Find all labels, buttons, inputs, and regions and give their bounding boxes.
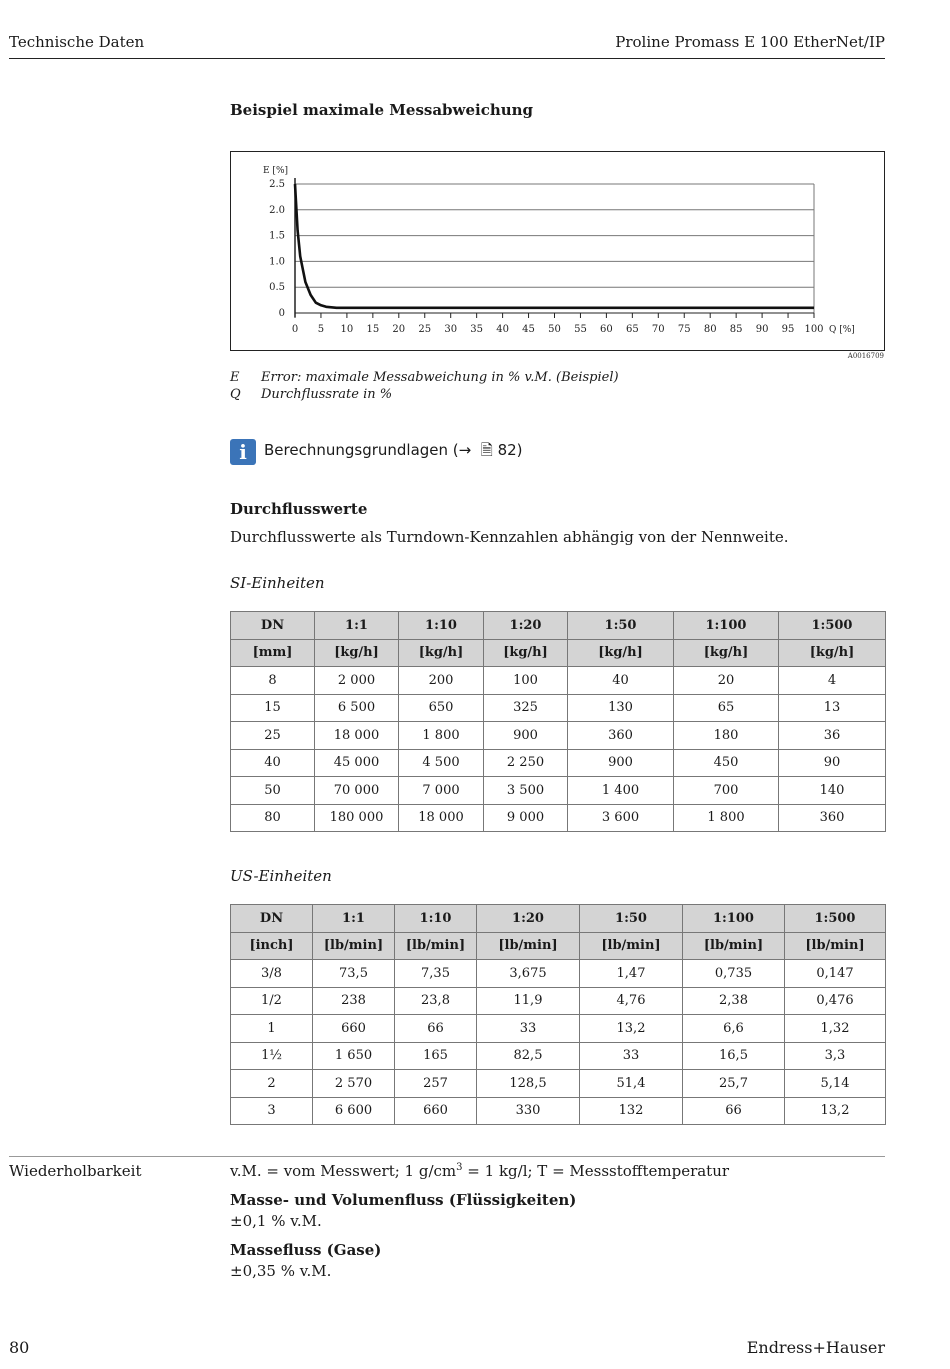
table-cell: DN (231, 612, 315, 640)
table-cell: 33 (477, 1015, 580, 1043)
table-cell: 360 (779, 804, 886, 832)
table-row (231, 987, 886, 1015)
table-cell: 1 800 (674, 804, 779, 832)
note-text: v.M. = vom Messwert; 1 g/cm (230, 1162, 457, 1180)
table-cell: 80 (231, 804, 315, 832)
table-row (231, 749, 886, 777)
liquid-title: Masse- und Volumenfluss (Flüssigkeiten) (230, 1191, 577, 1209)
note-superscript: 3 (456, 1162, 463, 1173)
x-tick-label: 90 (755, 324, 769, 335)
repeatability-label: Wiederholbarkeit (9, 1162, 142, 1180)
table-cell: 13 (779, 694, 886, 722)
liquid-value: ±0,1 % v.M. (230, 1212, 322, 1230)
table-row (231, 777, 886, 805)
x-tick-label: 80 (703, 324, 717, 335)
table-cell: 1:1 (313, 905, 395, 933)
table-cell: [kg/h] (484, 639, 568, 667)
us-flow-table (230, 904, 886, 1125)
legend-key: E (230, 370, 240, 385)
x-tick-label: 75 (677, 324, 691, 335)
x-tick-label: 45 (522, 324, 535, 335)
table-cell: 330 (477, 1097, 580, 1125)
table-cell: 4,76 (580, 987, 683, 1015)
x-tick-label: 85 (729, 324, 743, 335)
table-cell: 9 000 (484, 804, 568, 832)
table-cell: 2,38 (683, 987, 785, 1015)
table-cell: 36 (779, 722, 886, 750)
table-cell: 16,5 (683, 1042, 785, 1070)
table-cell: 13,2 (580, 1015, 683, 1043)
table-cell: 40 (231, 749, 315, 777)
y-tick-label: 1.0 (269, 256, 285, 268)
error-curve (295, 184, 814, 308)
table-cell: 3 600 (568, 804, 674, 832)
table-cell: 660 (395, 1097, 477, 1125)
error-chart (231, 152, 884, 350)
table-row (231, 1042, 886, 1070)
table-cell: 25 (231, 722, 315, 750)
table-row (231, 694, 886, 722)
table-row (231, 667, 886, 695)
table-cell: 7,35 (395, 960, 477, 988)
x-tick-label: 55 (574, 324, 587, 335)
table-cell: 73,5 (313, 960, 395, 988)
table-cell: [inch] (231, 932, 313, 960)
table-cell: 360 (568, 722, 674, 750)
legend-text: Error: maximale Messabweichung in % v.M. (Beispiel) (261, 370, 619, 385)
header-rule (9, 58, 885, 59)
x-tick-label: 95 (781, 324, 795, 335)
table-cell: 51,4 (580, 1070, 683, 1098)
table-cell: 33 (580, 1042, 683, 1070)
table-cell: 18 000 (315, 722, 399, 750)
table-row (231, 932, 886, 960)
page-number: 80 (9, 1338, 30, 1357)
table-cell: 140 (779, 777, 886, 805)
table-cell: [kg/h] (315, 639, 399, 667)
table-row (231, 1015, 886, 1043)
table-cell: 0,476 (785, 987, 886, 1015)
table-row (231, 639, 886, 667)
table-cell: 1 (231, 1015, 313, 1043)
y-tick-label: 0 (278, 308, 285, 319)
table-cell: 3/8 (231, 960, 313, 988)
table-cell: 650 (399, 694, 484, 722)
running-header-product: Proline Promass E 100 EtherNet/IP (615, 33, 885, 51)
table-cell: 1 800 (399, 722, 484, 750)
table-cell: 2 000 (315, 667, 399, 695)
y-tick-label: 2.0 (269, 204, 285, 216)
x-tick-label: 30 (444, 324, 458, 335)
x-tick-label: 60 (600, 324, 613, 335)
x-tick-label: 5 (317, 324, 325, 335)
table-cell: 1:20 (477, 905, 580, 933)
y-axis-label: E [%] (263, 166, 289, 176)
x-tick-label: 50 (548, 324, 561, 335)
repeatability-note (230, 1162, 729, 1180)
table-cell: 40 (568, 667, 674, 695)
table-cell: 325 (484, 694, 568, 722)
table-cell: 90 (779, 749, 886, 777)
table-cell: 1:10 (399, 612, 484, 640)
calc-basis-link[interactable]: Berechnungsgrundlagen (→ 🗎 82) (264, 441, 523, 459)
table-cell: 1,47 (580, 960, 683, 988)
legend-text: Durchflussrate in % (261, 387, 393, 402)
table-cell: 0,735 (683, 960, 785, 988)
x-tick-label: 10 (340, 324, 354, 335)
table-cell: DN (231, 905, 313, 933)
y-tick-label: 0.5 (269, 282, 285, 294)
table-cell: 200 (399, 667, 484, 695)
table-cell: 1:1 (315, 612, 399, 640)
table-cell: [kg/h] (674, 639, 779, 667)
running-header-section: Technische Daten (9, 33, 145, 51)
table-cell: 45 000 (315, 749, 399, 777)
gas-value: ±0,35 % v.M. (230, 1262, 332, 1280)
table-cell: 180 000 (315, 804, 399, 832)
table-cell: 66 (395, 1015, 477, 1043)
table-cell: 1/2 (231, 987, 313, 1015)
x-tick-label: 20 (392, 324, 406, 335)
table-cell: [lb/min] (683, 932, 785, 960)
table-cell: 257 (395, 1070, 477, 1098)
table-cell: 1:10 (395, 905, 477, 933)
x-tick-label: 65 (625, 324, 639, 335)
table-cell: 25,7 (683, 1070, 785, 1098)
table-cell: 700 (674, 777, 779, 805)
table-cell: 132 (580, 1097, 683, 1125)
y-tick-label: 2.5 (269, 179, 285, 190)
table-cell: 165 (395, 1042, 477, 1070)
x-tick-label: 25 (418, 324, 432, 335)
brand-name: Endress+Hauser (746, 1338, 885, 1357)
figure-code: A0016709 (847, 352, 884, 360)
legend-item-q (230, 387, 392, 402)
table-cell: 130 (568, 694, 674, 722)
table-cell: 70 000 (315, 777, 399, 805)
table-cell: 5,14 (785, 1070, 886, 1098)
table-cell: [lb/min] (395, 932, 477, 960)
table-cell: 4 (779, 667, 886, 695)
table-cell: 1:500 (779, 612, 886, 640)
table-cell: 128,5 (477, 1070, 580, 1098)
flow-description: Durchflusswerte als Turndown-Kennzahlen abhängig von der Nennweite. (230, 528, 789, 546)
table-cell: 1:100 (674, 612, 779, 640)
info-icon: i (230, 439, 256, 465)
x-tick-label: 0 (291, 324, 299, 335)
legend-key: Q (230, 387, 241, 402)
si-flow-table (230, 611, 886, 832)
note-text-rest: = 1 kg/l; T = Messstofftemperatur (462, 1162, 730, 1180)
x-tick-label: 40 (496, 324, 509, 335)
table-cell: 66 (683, 1097, 785, 1125)
table-cell: 82,5 (477, 1042, 580, 1070)
table-cell: 50 (231, 777, 315, 805)
table-cell: 15 (231, 694, 315, 722)
y-tick-label: 1.5 (269, 230, 285, 242)
table-cell: 65 (674, 694, 779, 722)
x-tick-label: 70 (651, 324, 665, 335)
x-tick-label: 15 (366, 324, 380, 335)
table-row (231, 804, 886, 832)
table-cell: 1:50 (568, 612, 674, 640)
table-cell: 660 (313, 1015, 395, 1043)
table-cell: 1:100 (683, 905, 785, 933)
table-cell: 8 (231, 667, 315, 695)
table-cell: 7 000 (399, 777, 484, 805)
section-divider (9, 1156, 885, 1157)
table-cell: 900 (484, 722, 568, 750)
table-cell: 13,2 (785, 1097, 886, 1125)
x-tick-label: 35 (470, 324, 484, 335)
table-cell: 23,8 (395, 987, 477, 1015)
table-cell: 1½ (231, 1042, 313, 1070)
table-cell: 6,6 (683, 1015, 785, 1043)
table-cell: 3,675 (477, 960, 580, 988)
table-cell: 2 (231, 1070, 313, 1098)
table-cell: 450 (674, 749, 779, 777)
table-cell: 11,9 (477, 987, 580, 1015)
table-cell: 900 (568, 749, 674, 777)
table-cell: 3,3 (785, 1042, 886, 1070)
table-cell: 18 000 (399, 804, 484, 832)
us-caption: US-Einheiten (230, 867, 332, 885)
table-row (231, 1097, 886, 1125)
table-cell: 4 500 (399, 749, 484, 777)
table-cell: 1:20 (484, 612, 568, 640)
table-row (231, 905, 886, 933)
table-cell: 2 250 (484, 749, 568, 777)
si-caption: SI-Einheiten (230, 574, 325, 592)
table-cell: [mm] (231, 639, 315, 667)
table-cell: 20 (674, 667, 779, 695)
table-cell: 180 (674, 722, 779, 750)
table-cell: 1 650 (313, 1042, 395, 1070)
table-cell: 1:50 (580, 905, 683, 933)
table-cell: 2 570 (313, 1070, 395, 1098)
table-cell: [kg/h] (779, 639, 886, 667)
table-cell: 6 500 (315, 694, 399, 722)
table-cell: [lb/min] (785, 932, 886, 960)
flow-title: Durchflusswerte (230, 500, 368, 518)
table-row (231, 722, 886, 750)
example-title: Beispiel maximale Messabweichung (230, 101, 534, 119)
table-cell: 0,147 (785, 960, 886, 988)
x-tick-label: 100 (804, 324, 824, 335)
table-cell: 100 (484, 667, 568, 695)
table-cell: 6 600 (313, 1097, 395, 1125)
table-cell: 3 (231, 1097, 313, 1125)
table-cell: [lb/min] (313, 932, 395, 960)
table-cell: [lb/min] (580, 932, 683, 960)
table-cell: [kg/h] (568, 639, 674, 667)
table-cell: 1:500 (785, 905, 886, 933)
table-cell: 238 (313, 987, 395, 1015)
x-axis-label: Q [%] (829, 325, 855, 335)
table-cell: [lb/min] (477, 932, 580, 960)
table-cell: 1 400 (568, 777, 674, 805)
table-row (231, 960, 886, 988)
table-cell: 1,32 (785, 1015, 886, 1043)
legend-item-e (230, 370, 619, 385)
error-chart-frame (230, 151, 885, 351)
table-row (231, 612, 886, 640)
gas-title: Massefluss (Gase) (230, 1241, 382, 1259)
table-row (231, 1070, 886, 1098)
table-cell: 3 500 (484, 777, 568, 805)
table-cell: [kg/h] (399, 639, 484, 667)
